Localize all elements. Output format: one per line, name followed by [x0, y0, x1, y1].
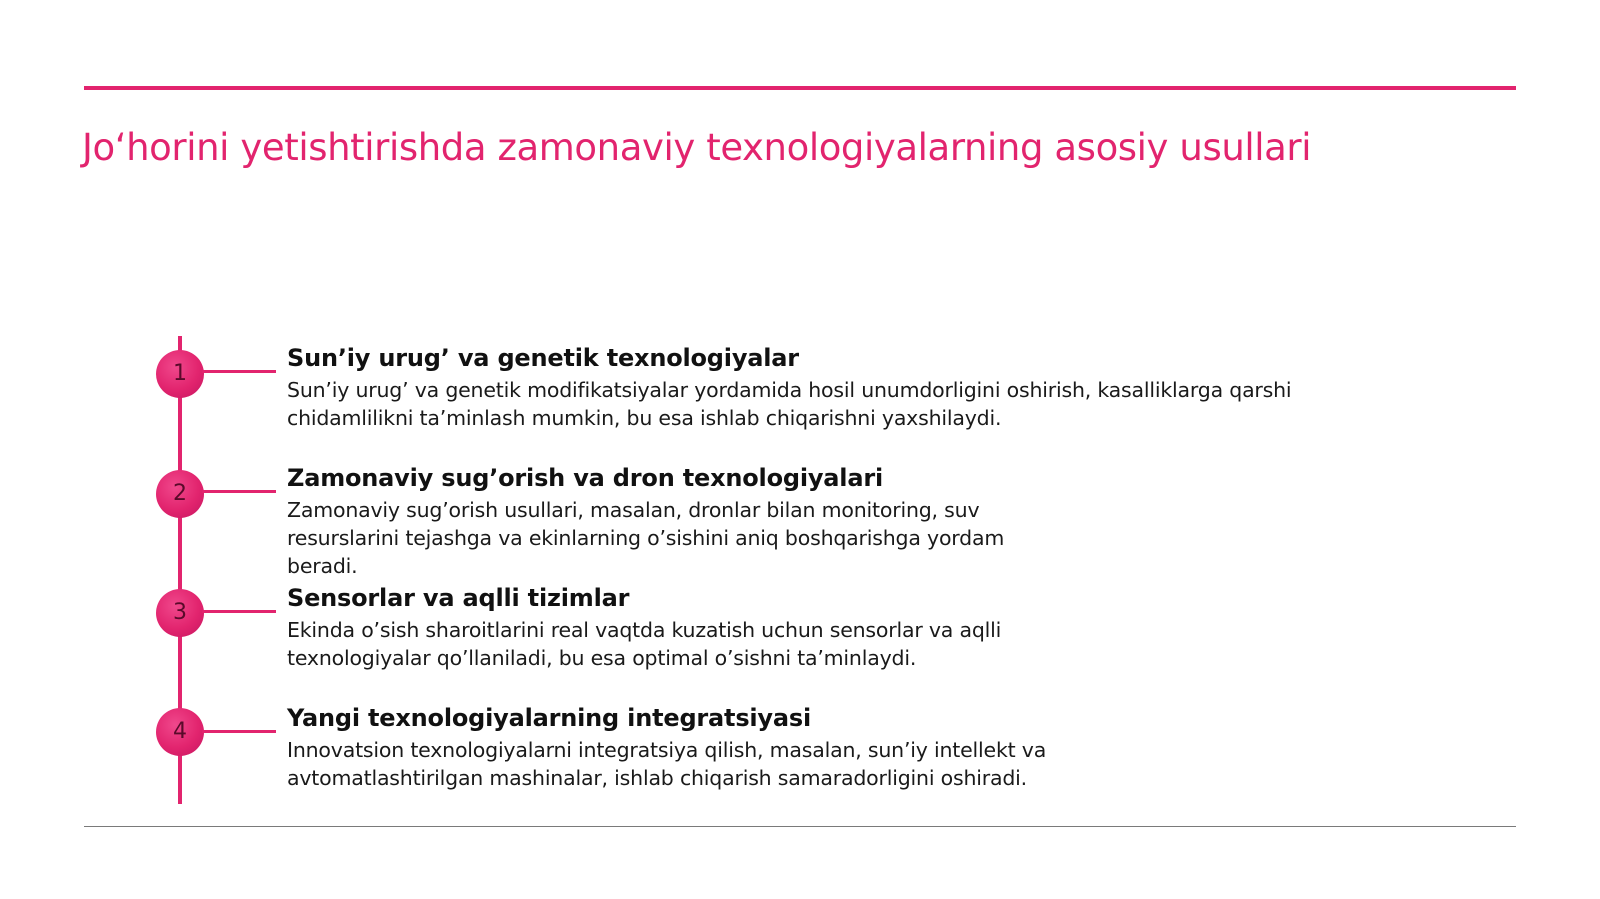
step-heading: Sun’iy urug’ va genetik texnologiyalar [287, 344, 799, 372]
step-number-badge: 1 [156, 350, 204, 398]
step-description: Innovatsion texnologiyalarni integratsiya qilish, masalan, sun’iy intellekt va avtomatlashtirilgan mashinalar, ishlab chiqarish samaradorligini oshiradi. [287, 738, 1047, 790]
step-connector [202, 370, 276, 373]
step-number-badge: 2 [156, 470, 204, 518]
step-text [287, 463, 1077, 580]
step-connector [202, 610, 276, 613]
step-description: Zamonaviy sug’orish usullari, masalan, dronlar bilan monitoring, suv resurslarini tejashga va ekinlarning o’sishini aniq boshqarishga yordam beradi. [287, 498, 1005, 578]
step-heading: Sensorlar va aqlli tizimlar [287, 584, 630, 612]
step-number-badge: 4 [156, 708, 204, 756]
top-accent-rule [84, 86, 1516, 90]
step-connector [202, 490, 276, 493]
slide-title: Jo‘horini yetishtirishda zamonaviy texnologiyalarning asosiy usullari [82, 126, 1312, 169]
step-number-badge: 3 [156, 589, 204, 637]
step-text [287, 583, 1077, 672]
step-connector [202, 730, 276, 733]
step-heading: Zamonaviy sug’orish va dron texnologiyalari [287, 464, 883, 492]
step-heading: Yangi texnologiyalarning integratsiyasi [287, 704, 811, 732]
step-text [287, 343, 1407, 432]
step-description: Ekinda o’sish sharoitlarini real vaqtda kuzatish uchun sensorlar va aqlli texnologiyalar qo’llaniladi, bu esa optimal o’sishni ta’minlaydi. [287, 618, 1002, 670]
step-text [287, 703, 1077, 792]
step-description: Sun’iy urug’ va genetik modifikatsiyalar yordamida hosil unumdorligini oshirish, kasalliklarga qarshi chidamlilikni ta’minlash mumkin, bu esa ishlab chiqarishni yaxshilaydi. [287, 378, 1292, 430]
bottom-rule [84, 826, 1516, 827]
